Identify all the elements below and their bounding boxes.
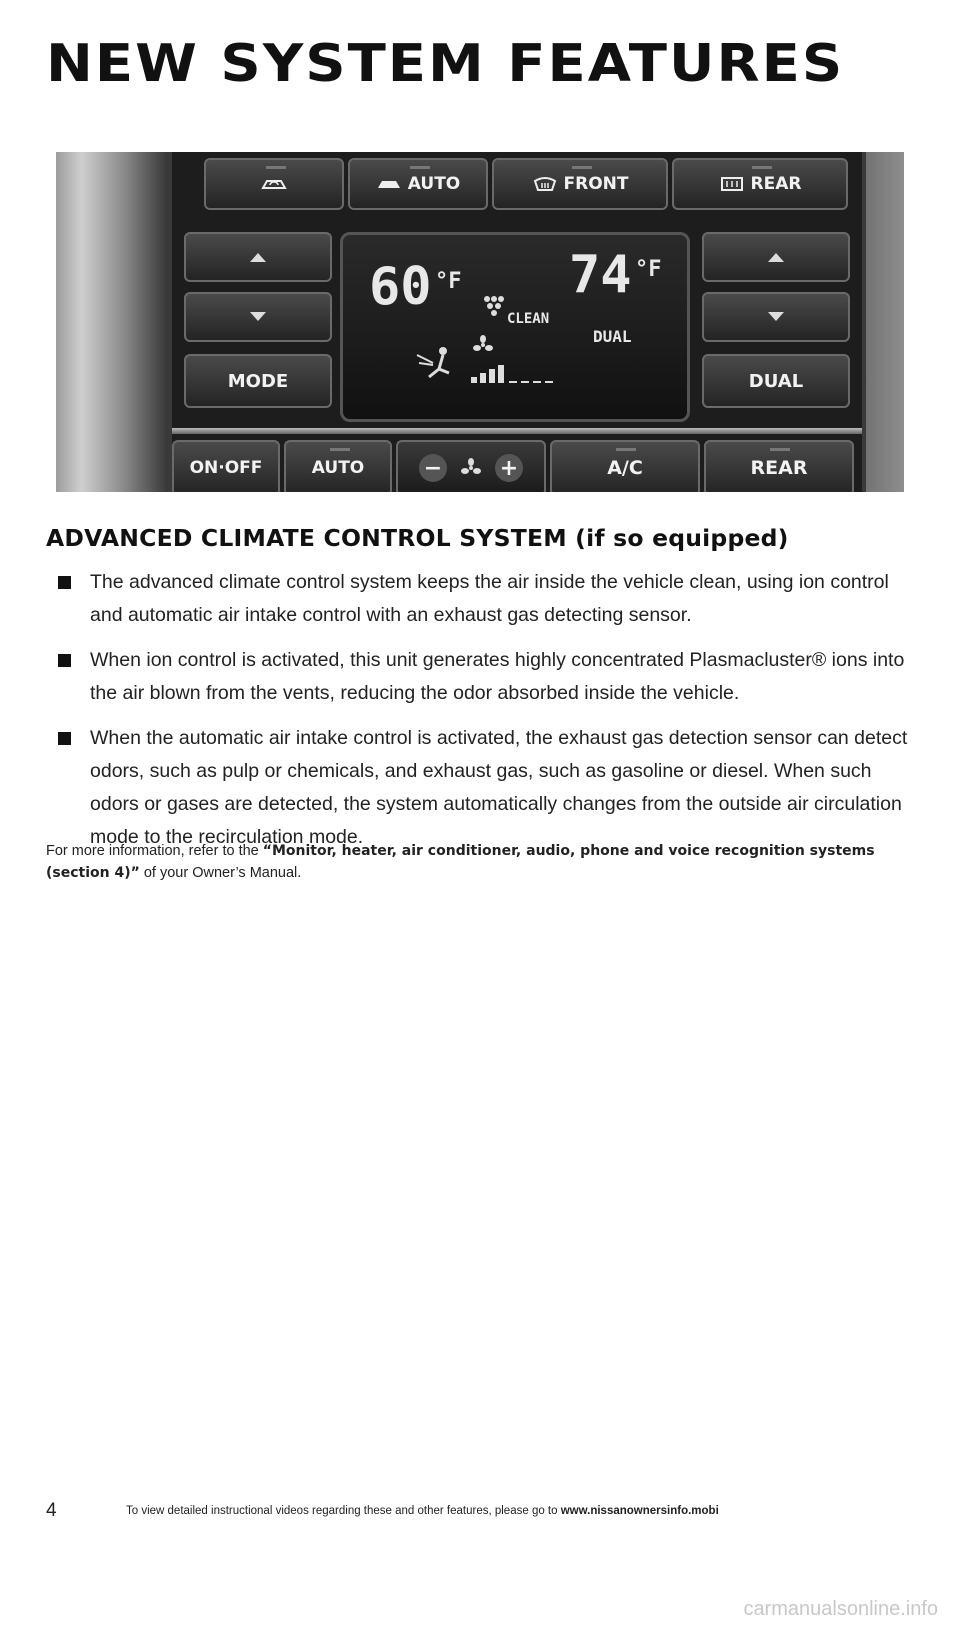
climate-control-panel-photo: [56, 152, 904, 492]
climate-control-panel: [168, 152, 866, 492]
on-off-button: [172, 440, 280, 492]
fan-minus-button: −: [419, 454, 447, 482]
front-defrost-label: FRONT: [563, 174, 629, 194]
left-temp-up-button: [184, 232, 332, 282]
bullet-square-icon: [58, 654, 71, 667]
fan-speed-bars: [471, 363, 561, 385]
bullet-text: When ion control is activated, this unit generates highly concentrated Plasmacluster® ions into the air blown from the vents, reducing the odor absorbed inside the vehicle.: [90, 649, 905, 704]
auto-label: AUTO: [311, 458, 365, 478]
rear-defrost-icon: [719, 176, 745, 192]
right-temp-unit: °F: [635, 257, 662, 282]
left-temp-down-button: [184, 292, 332, 342]
auto-recirculation-button: [348, 158, 488, 210]
bullet-text: When the automatic air intake control is activated, the exhaust gas detection sensor can detect odors, such as pulp or chemicals, and exhaust gas, such as gasoline or diesel. When such odors or gases are detected, the system automatically changes from the outside air circulation mode to the recirculation mode.: [90, 727, 908, 848]
fan-plus-button: +: [495, 454, 523, 482]
fan-icon: [461, 458, 481, 478]
up-arrow-icon: [248, 251, 268, 263]
rear-button: [704, 440, 854, 492]
chrome-strip: [172, 428, 862, 434]
auto-recirculation-label: AUTO: [407, 174, 461, 194]
list-item: [58, 566, 918, 632]
right-temp-up-button: [702, 232, 850, 282]
reference-section-title: “Monitor, heater, air conditioner, audio, phone and voice recognition systems (section 4)”: [46, 843, 875, 881]
down-arrow-icon: [766, 311, 786, 323]
auto-button: [284, 440, 392, 492]
footer-url-link[interactable]: www.nissanownersinfo.mobi: [560, 1505, 719, 1517]
reference-prefix: For more information, refer to the: [46, 843, 259, 859]
dual-indicator: DUAL: [593, 327, 632, 346]
reference-suffix: of your Owner’s Manual.: [143, 865, 302, 881]
front-defrost-icon: [532, 176, 558, 192]
airflow-mode-icon: [415, 343, 455, 383]
ion-cluster-icon: [481, 289, 507, 319]
fan-icon: [473, 335, 493, 355]
right-temp-down-button: [702, 292, 850, 342]
page-number: 4: [46, 1500, 57, 1521]
ac-label: A/C: [607, 457, 643, 479]
rear-defrost-label: REAR: [750, 174, 802, 194]
dual-button: [702, 354, 850, 408]
right-temperature: 74: [569, 245, 632, 305]
bullet-square-icon: [58, 732, 71, 745]
mode-button: [184, 354, 332, 408]
on-off-label: ON·OFF: [189, 458, 263, 478]
recirculation-icon: [261, 176, 287, 192]
climate-display: [340, 232, 690, 422]
left-temp-unit: °F: [435, 269, 462, 294]
feature-bullet-list: [58, 566, 918, 866]
front-defrost-button: [492, 158, 668, 210]
page-title: NEW SYSTEM FEATURES: [46, 34, 845, 94]
bullet-text: The advanced climate control system keeps the air inside the vehicle clean, using ion control and automatic air intake control with an exhaust gas detecting sensor.: [90, 571, 889, 626]
auto-recirculation-icon: [376, 176, 402, 192]
section-heading: ADVANCED CLIMATE CONTROL SYSTEM (if so equipped): [46, 524, 789, 552]
manual-reference: [46, 840, 916, 884]
list-item: [58, 644, 918, 710]
rear-label: REAR: [750, 457, 808, 479]
left-temperature: 60: [369, 257, 432, 317]
dual-label: DUAL: [748, 370, 804, 392]
clean-indicator: CLEAN: [507, 311, 550, 327]
footer-text: [126, 1505, 719, 1517]
mode-label: MODE: [227, 370, 289, 392]
footer-description: To view detailed instructional videos regarding these and other features, please go to: [126, 1505, 558, 1517]
list-item: [58, 722, 918, 854]
fan-speed-control: [396, 440, 546, 492]
bullet-square-icon: [58, 576, 71, 589]
watermark: carmanualsonline.info: [743, 1598, 938, 1620]
recirculation-button: [204, 158, 344, 210]
ac-button: [550, 440, 700, 492]
up-arrow-icon: [766, 251, 786, 263]
down-arrow-icon: [248, 311, 268, 323]
rear-defrost-button: [672, 158, 848, 210]
